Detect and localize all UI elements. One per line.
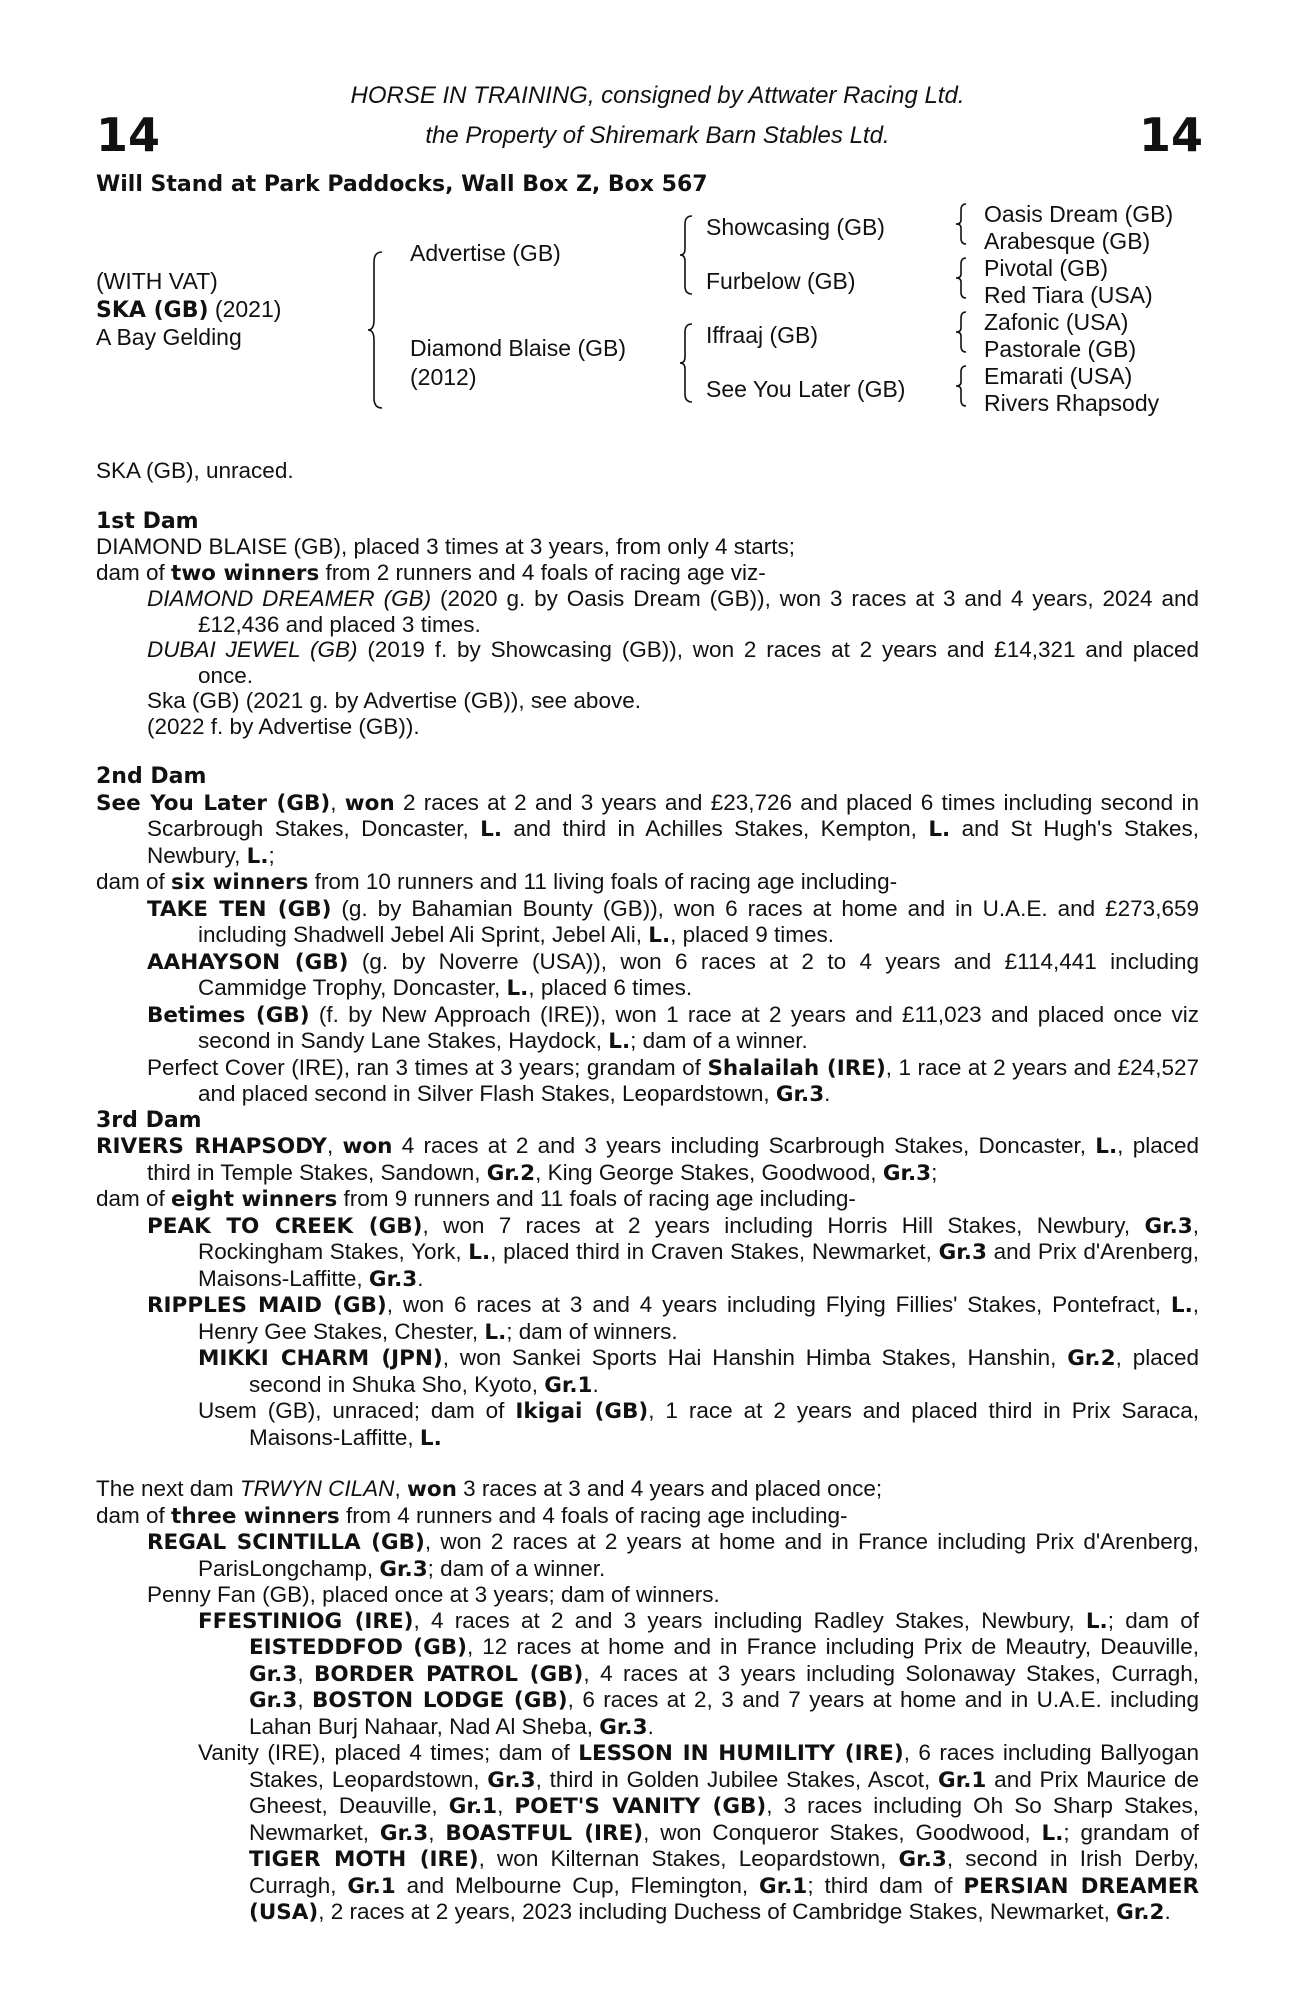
grandoffspring-vanity: Vanity (IRE), placed 4 times; dam of LESSON IN HUMILITY (IRE), 6 races including Ballyogan Stakes, Leopardstown, Gr.3, third in Golden Jubilee Stakes, Ascot, Gr.1 and Prix Maurice de Gheest, Deauville, Gr.1, POET'S VANITY (GB), 3 races including Oh So Sharp Stakes, Newmarket, Gr.3, BOASTFUL (IRE), won Conqueror Stakes, Goodwood, L.; grandam of TIGER MOTH (IRE), won Kilternan Stakes, Leopardstown, Gr.3, second in Irish Derby, Curragh, Gr.1 and Melbourne Cup, Flemington, Gr.1; third dam of PERSIAN DREAMER (USA), 2 races at 2 years, 2023 including Duchess of Cambridge Stakes, Newmarket, Gr.2. — [198, 1740, 1200, 1925]
sire-sire-name: Showcasing (GB) — [706, 214, 885, 240]
g3-brace-1 — [956, 202, 970, 246]
dam-dam-name: See You Later (GB) — [706, 376, 906, 402]
g3-pastorale: Pastorale (GB) — [984, 336, 1137, 362]
subject-name: SKA (GB) — [96, 298, 209, 323]
g3-oasis-dream: Oasis Dream (GB) — [984, 201, 1174, 227]
second-dam-summary: See You Later (GB), won 2 races at 2 and 3 years and £23,726 and placed 6 times including second in Scarbrough Stakes, Doncaster, L. and third in Achilles Stakes, Kempton, L. and St Hugh's Stakes, Newbury, L.; — [96, 789, 1199, 869]
second-dam-heading: 2nd Dam — [96, 764, 207, 789]
offspring-2022-filly: (2022 f. by Advertise (GB)). — [147, 713, 420, 739]
third-dam-summary: RIVERS RHAPSODY, won 4 races at 2 and 3 years including Scarbrough Stakes, Doncaster, L., placed third in Temple Stakes, Sandown, Gr.2, King George Stakes, Goodwood, Gr.3; — [96, 1133, 1199, 1186]
g3-brace-3 — [956, 310, 970, 354]
g3-arabesque: Arabesque (GB) — [984, 228, 1151, 254]
g3-zafonic: Zafonic (USA) — [984, 309, 1129, 335]
g3-brace-4 — [956, 364, 970, 408]
subject-line — [96, 298, 281, 322]
dam-sire-name: Iffraaj (GB) — [706, 322, 819, 348]
sire-dam-name: Furbelow (GB) — [706, 268, 856, 294]
first-dam-produce-intro: dam of two winners from 2 runners and 4 foals of racing age viz- — [96, 559, 766, 586]
offspring-perfect-cover: Perfect Cover (IRE), ran 3 times at 3 years; grandam of Shalailah (IRE), 1 race at 2 years and £24,527 and placed second in Silver Flash Stakes, Leopardstown, Gr.3. — [147, 1054, 1199, 1107]
offspring-betimes: Betimes (GB) (f. by New Approach (IRE)), won 1 race at 2 years and £11,023 and placed once viz second in Sandy Lane Stakes, Haydock, L.; dam of a winner. — [147, 1001, 1199, 1054]
dam-parents-brace — [680, 322, 696, 404]
subject-year: (2021) — [214, 296, 282, 322]
g3-brace-2 — [956, 256, 970, 300]
consignment-line: HORSE IN TRAINING, consigned by Attwater Racing Ltd. — [350, 82, 965, 109]
dam-name: Diamond Blaise (GB) — [410, 335, 627, 361]
vat-note: (WITH VAT) — [96, 268, 218, 294]
second-dam-produce-intro: dam of six winners from 10 runners and 11 living foals of racing age including- — [96, 869, 898, 895]
dam-year: (2012) — [410, 364, 477, 390]
lot-number-right: 14 — [1138, 108, 1203, 162]
g3-red-tiara: Red Tiara (USA) — [984, 282, 1153, 308]
catalogue-body — [96, 458, 1199, 1926]
offspring-aahayson: AAHAYSON (GB) (g. by Noverre (USA)), won 6 races at 2 to 4 years and £114,441 including Cammidge Trophy, Doncaster, L., placed 6 times. — [147, 948, 1199, 1001]
first-dam-heading: 1st Dam — [96, 508, 199, 534]
next-dam-summary: The next dam TRWYN CILAN, won 3 races at 3 and 4 years and placed once; — [96, 1476, 883, 1502]
offspring-diamond-dreamer: DIAMOND DREAMER (GB) (2020 g. by Oasis Dream (GB)), won 3 races at 3 and 4 years, 2024 and £12,436 and placed 3 times. — [147, 586, 1199, 637]
g3-rivers-rhapsody: Rivers Rhapsody — [984, 390, 1160, 416]
grandoffspring-mikki-charm: MIKKI CHARM (JPN), won Sankei Sports Hai Hanshin Himba Stakes, Hanshin, Gr.2, placed second in Shuka Sho, Kyoto, Gr.1. — [198, 1345, 1200, 1398]
intro-line: SKA (GB), unraced. — [96, 458, 294, 483]
offspring-peak-to-creek: PEAK TO CREEK (GB), won 7 races at 2 years including Horris Hill Stakes, Newbury, Gr.3, Rockingham Stakes, York, L., placed third in Craven Stakes, Newmarket, Gr.3 and Prix d'Arenberg, Maisons-Laffitte, Gr.3. — [147, 1212, 1200, 1292]
sire-name: Advertise (GB) — [410, 240, 561, 266]
offspring-take-ten: TAKE TEN (GB) (g. by Bahamian Bounty (GB)), won 6 races at home and in U.A.E. and £273,659 including Shadwell Jebel Ali Sprint, Jebel Ali, L., placed 9 times. — [147, 895, 1199, 948]
offspring-ripples-maid: RIPPLES MAID (GB), won 6 races at 3 and 4 years including Flying Fillies' Stakes, Pontefract, L., Henry Gee Stakes, Chester, L.; dam of winners. — [147, 1292, 1200, 1345]
third-dam-heading: 3rd Dam — [96, 1107, 202, 1133]
lot-number-left: 14 — [96, 108, 161, 162]
sire-dam-brace — [368, 250, 388, 410]
sire-parents-brace — [680, 214, 696, 296]
g3-emarati: Emarati (USA) — [984, 363, 1133, 389]
offspring-ska: Ska (GB) (2021 g. by Advertise (GB)), see above. — [147, 688, 641, 713]
subject-description: A Bay Gelding — [96, 324, 242, 350]
g3-pivotal: Pivotal (GB) — [984, 255, 1108, 281]
third-dam-produce-intro: dam of eight winners from 9 runners and 11 foals of racing age including- — [96, 1186, 856, 1212]
property-line: the Property of Shiremark Barn Stables Ltd. — [425, 122, 890, 149]
next-dam-produce-intro: dam of three winners from 4 runners and 4 foals of racing age including- — [96, 1502, 848, 1529]
stand-location: Will Stand at Park Paddocks, Wall Box Z, Box 567 — [96, 172, 708, 197]
offspring-dubai-jewel: DUBAI JEWEL (GB) (2019 f. by Showcasing (GB)), won 2 races at 2 years and £14,321 and placed once. — [147, 637, 1199, 688]
offspring-regal-scintilla: REGAL SCINTILLA (GB), won 2 races at 2 years at home and in France including Prix d'Arenberg, ParisLongchamp, Gr.3; dam of a winner. — [147, 1529, 1199, 1582]
grandoffspring-ffestiniog: FFESTINIOG (IRE), 4 races at 2 and 3 years including Radley Stakes, Newbury, L.; dam of EISTEDDFOD (GB), 12 races at home and in France including Prix de Meautry, Deauville, Gr.3, BORDER PATROL (GB), 4 races at 3 years including Solonaway Stakes, Curragh, Gr.3, BOSTON LODGE (GB), 6 races at 2, 3 and 7 years at home and in U.A.E. including Lahan Burj Nahaar, Nad Al Sheba, Gr.3. — [198, 1607, 1200, 1740]
offspring-penny-fan: Penny Fan (GB), placed once at 3 years; dam of winners. — [147, 1582, 720, 1607]
first-dam-summary: DIAMOND BLAISE (GB), placed 3 times at 3 years, from only 4 starts; — [96, 534, 795, 559]
grandoffspring-usem: Usem (GB), unraced; dam of Ikigai (GB), 1 race at 2 years and placed third in Prix Saraca, Maisons-Laffitte, L. — [198, 1398, 1200, 1451]
